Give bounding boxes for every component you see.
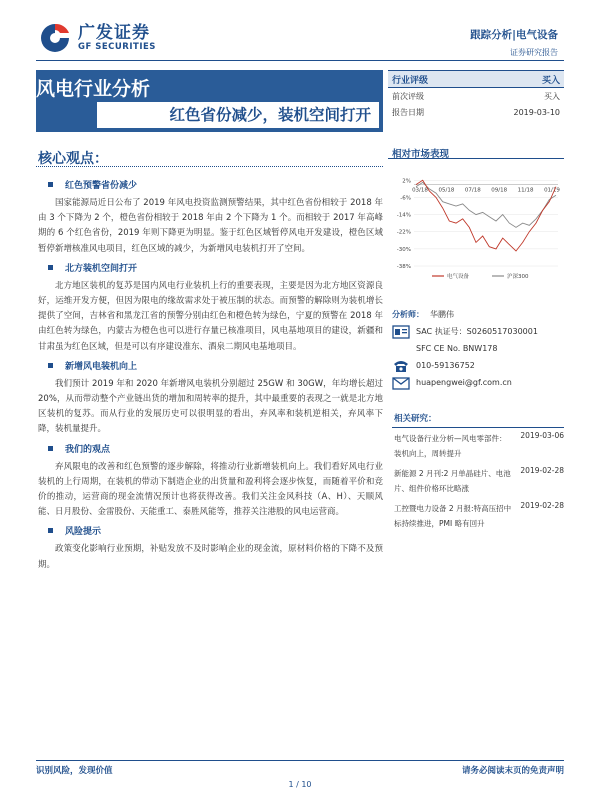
related-research-item[interactable] xyxy=(392,498,564,533)
rating-label: 行业评级 xyxy=(392,75,429,86)
rating-box xyxy=(388,70,564,120)
logo-cn-text: 广发证券 xyxy=(78,22,150,43)
analyst-box xyxy=(392,306,564,391)
analyst-phone-row xyxy=(392,357,564,374)
legend-label: 电气设备 xyxy=(447,274,470,280)
rating-value: 买入 xyxy=(541,75,560,86)
analyst-name: 华鹏伟 xyxy=(430,310,454,319)
x-tick-label: 03/18 xyxy=(412,187,428,194)
section-title xyxy=(38,524,383,537)
y-tick-label: -14% xyxy=(396,212,411,219)
analyst-sfc-row xyxy=(392,340,564,357)
section-paragraph: 我们预计 2019 年和 2020 年新增风电装机分别超过 25GW 和 30GW，年均增长超过 20%，从而带动整个产业链出货的增加和周转率的提升，其中最重要的表现之一就是北方地区装机的复苏。而从行业的发展历史可以很明显的看出，弃风率和装机逆相关，弃风率下降，装机量提升。 xyxy=(38,378,383,435)
footer-disclaimer-note: 请务必阅读末页的免责声明 xyxy=(461,766,564,776)
id-card-icon xyxy=(392,325,416,339)
bullet-icon xyxy=(48,363,53,368)
series-line xyxy=(416,182,556,227)
analyst-email-row xyxy=(392,374,564,391)
section-title-text: 红色预警省份减少 xyxy=(65,181,138,191)
footer-slogan: 识别风险，发现价值 xyxy=(36,766,113,776)
report-type: 证券研究报告 xyxy=(510,48,558,57)
report-title: 风电行业分析 xyxy=(36,78,151,100)
previous-rating-value: 买入 xyxy=(544,91,560,101)
legend-label: 沪深300 xyxy=(507,274,529,280)
report-category: 跟踪分析|电气设备 xyxy=(470,29,558,41)
section-title xyxy=(38,442,383,455)
bullet-icon xyxy=(48,182,53,187)
section-title-text: 我们的观点 xyxy=(65,444,111,455)
section-title xyxy=(38,178,383,191)
section-paragraph: 北方地区装机的复苏是国内风电行业装机上行的重要表现，主要是因为北方地区资源良好，运维开发方便，但因为限电的缘故需求处于被压制的状态。而预警的解除则为装机增长提供了空间，吉林省和黑龙江省的预警分别由红色和橙色转为绿色，宁夏的预警在 2018 年由红色转为绿色，内蒙古为橙色也可以进行存量已核准项目，风电基地项目的建设，新疆和甘肃虽为红色区域，但是可以有序建设准东、酒泉二期风电基地项目。 xyxy=(38,280,383,352)
section-paragraph: 国家能源局近日公布了 2019 年风电投资监测预警结果，其中红色省份相较于 2018 年由 3 个下降为 2 个，橙色省份相较于 2018 年由 2 个下降为 1 个。而相较于 2017 年高峰期的 6 个红色省份，2019 年则下降更为明显。鉴于红色区域暂停风电开发建设，橙色区域暂停新增核准风电项目，红色区域的减少，为新增风电装机打开了空间。 xyxy=(38,198,383,254)
analyst-phone: 010-59136752 xyxy=(416,361,475,370)
phone-icon xyxy=(392,359,416,373)
previous-rating-label: 前次评级 xyxy=(392,91,424,101)
series-line xyxy=(416,180,556,251)
relative-performance-chart xyxy=(388,162,564,284)
x-tick-label: 05/18 xyxy=(438,187,455,194)
y-tick-label: -22% xyxy=(396,229,411,236)
section-title-text: 风险提示 xyxy=(65,527,102,538)
perf-chart-title: 相对市场表现 xyxy=(392,149,450,160)
section-paragraph: 弃风限电的改善和红色预警的逐步解除，将推动行业新增装机向上。我们看好风电行业装机的上行周期，在装机的带动下制造企业的出货量和盈利将会逐步恢复，而随着平价和竞价的推动，运营商的现金流情况预计也将获得改善。我们关注金风科技（A、H）、天顺风能、日月股份、金雷股份、天能重工、泰胜风能等，推荐关注港股的风电运营商。 xyxy=(38,461,383,518)
related-research-title: 新能源 2 月刊:2 月单晶硅片、电池片、组件价格环比略涨 xyxy=(394,469,511,493)
related-research-title: 电气设备行业分析—风电零部件：装机向上，周转提升 xyxy=(394,434,507,458)
analyst-name-row xyxy=(392,306,564,323)
section-paragraph: 政策变化影响行业预期，补贴发放不及时影响企业的现金流，原材料价格的下降不及预期。 xyxy=(38,544,383,570)
related-research xyxy=(392,410,564,533)
analyst-sac-row xyxy=(392,323,564,340)
section-title xyxy=(38,359,383,372)
analyst-sac: SAC 执证号：S0260517030001 xyxy=(416,327,538,336)
section-title-text: 新增风电装机向上 xyxy=(65,361,138,372)
related-research-heading: 相关研究： xyxy=(392,410,564,428)
section-title-text: 北方装机空间打开 xyxy=(65,263,138,274)
logo xyxy=(38,20,156,56)
x-tick-label: 07/18 xyxy=(464,187,481,194)
core-views-heading: 核心观点： xyxy=(38,151,108,167)
gf-logo-icon xyxy=(38,21,72,55)
report-date-row xyxy=(388,104,564,120)
y-tick-label: -6% xyxy=(400,195,411,202)
main-content xyxy=(38,174,383,575)
related-research-title: 工控暨电力设备 2 月报:特高压招中标持续推进，PMI 略有回升 xyxy=(394,504,512,528)
analyst-label: 分析师： xyxy=(392,310,424,319)
x-tick-label: 01/19 xyxy=(544,187,560,194)
related-research-date: 2019-02-28 xyxy=(520,466,564,475)
report-date-label: 报告日期 xyxy=(392,107,424,117)
logo-en-text: GF SECURITIES xyxy=(78,41,156,52)
y-tick-label: -30% xyxy=(396,246,411,253)
related-research-item[interactable] xyxy=(392,463,564,498)
bullet-icon xyxy=(48,528,53,533)
title-banner xyxy=(36,70,383,132)
related-research-date: 2019-03-06 xyxy=(520,431,564,440)
related-research-item[interactable] xyxy=(392,428,564,463)
page-number: 1 / 10 xyxy=(288,780,312,789)
chart-divider xyxy=(388,158,564,159)
report-subtitle: 红色省份减少，装机空间打开 xyxy=(97,102,379,128)
report-date-value: 2019-03-10 xyxy=(513,107,560,117)
analyst-email[interactable]: huapengwei@gf.com.cn xyxy=(416,378,512,387)
core-views-divider xyxy=(36,166,383,167)
related-research-date: 2019-02-28 xyxy=(520,501,564,510)
bullet-icon xyxy=(48,446,53,451)
x-tick-label: 11/18 xyxy=(517,187,534,194)
analyst-sfc: SFC CE No. BNW178 xyxy=(416,344,498,353)
footer-divider xyxy=(36,760,564,761)
x-tick-label: 09/18 xyxy=(491,187,508,194)
y-tick-label: -38% xyxy=(396,264,411,270)
email-icon xyxy=(392,376,416,390)
rating-header xyxy=(388,70,564,88)
bullet-icon xyxy=(48,265,53,270)
header-divider xyxy=(36,60,564,61)
y-tick-label: 2% xyxy=(402,178,411,185)
section-title xyxy=(38,261,383,274)
previous-rating-row xyxy=(388,88,564,104)
